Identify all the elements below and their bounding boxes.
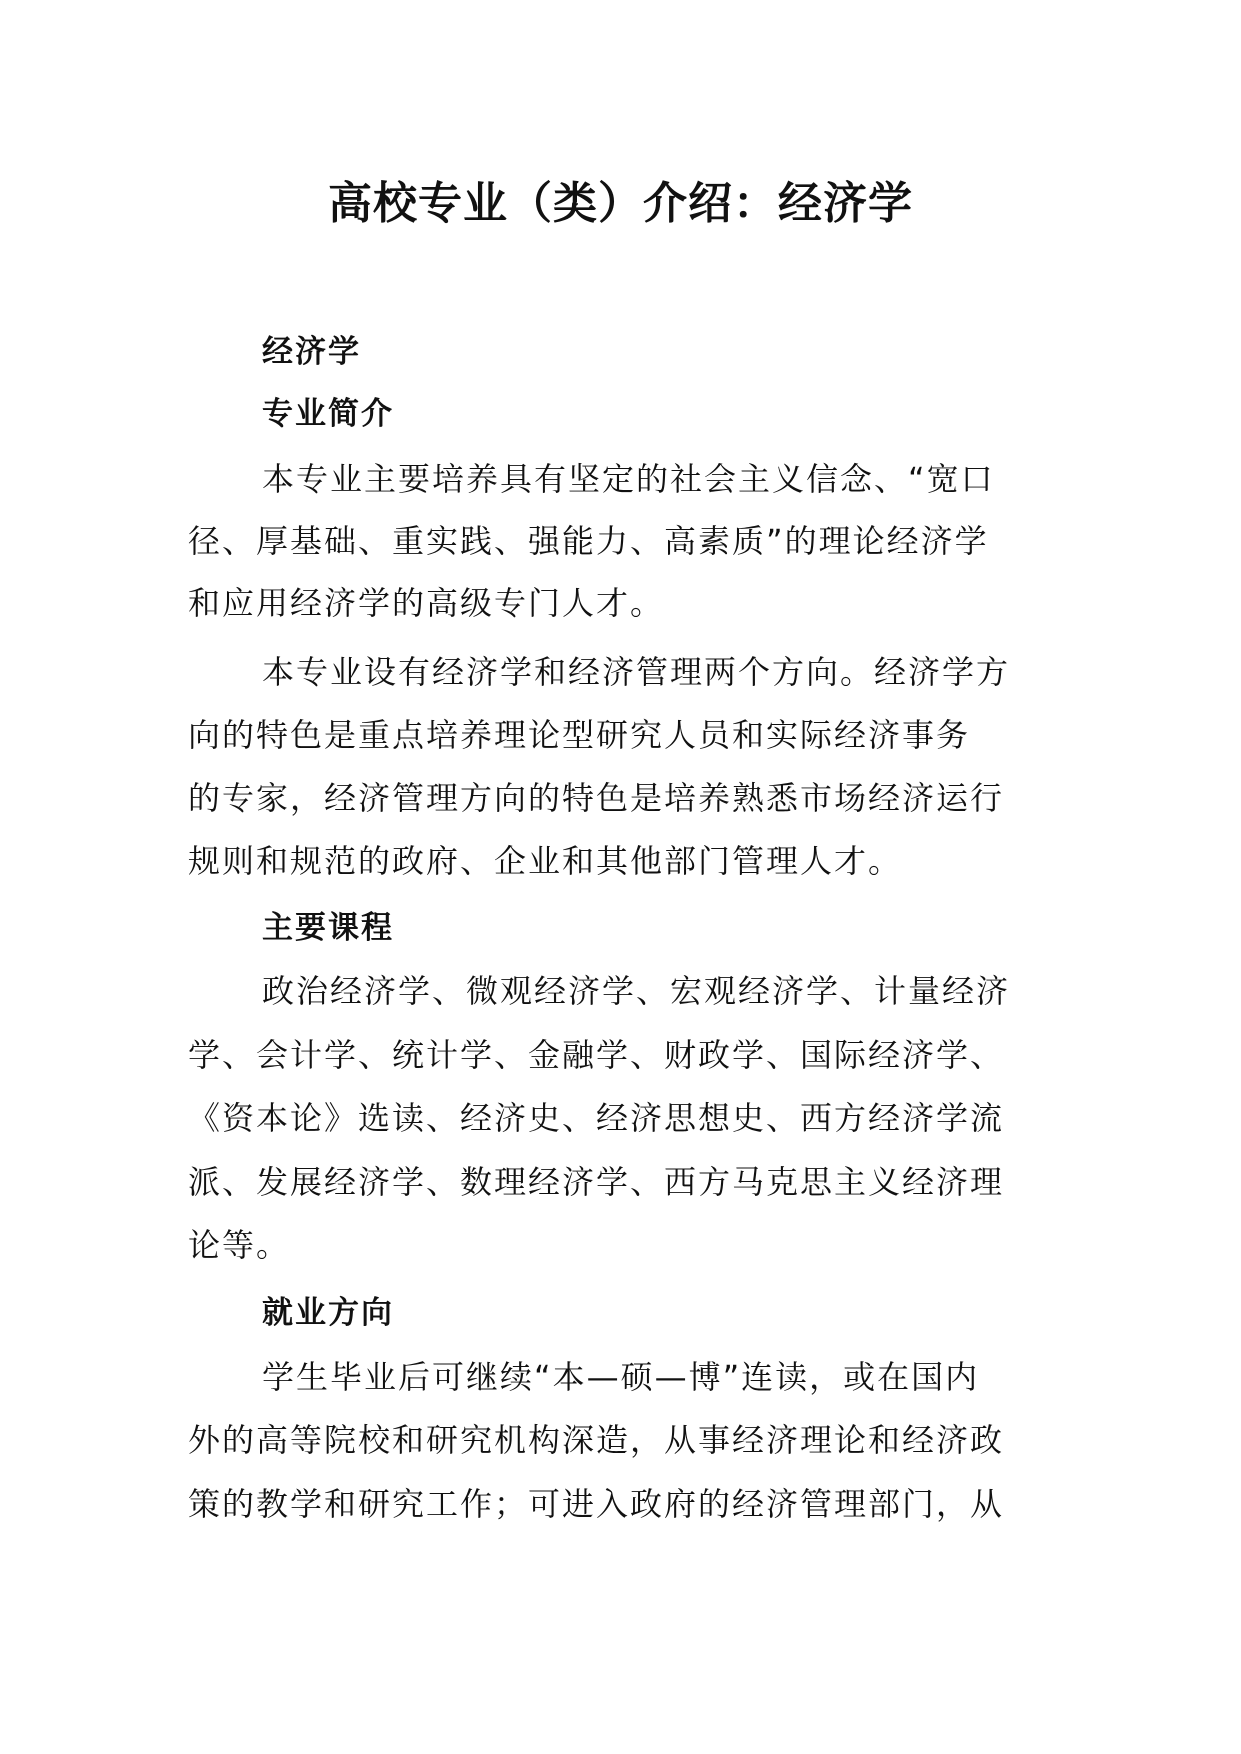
paragraph-line: 规则和规范的政府、企业和其他部门管理人才。 xyxy=(188,842,903,880)
paragraph-line: 的专家，经济管理方向的特色是培养熟悉市场经济运行 xyxy=(188,779,1005,817)
paragraph-line: 和应用经济学的高级专门人才。 xyxy=(188,584,665,622)
document-title: 高校专业（类）介绍：经济学 xyxy=(328,178,913,229)
paragraph-line: 论等。 xyxy=(188,1226,291,1264)
paragraph-line: 派、发展经济学、数理经济学、西方马克思主义经济理 xyxy=(188,1163,1005,1201)
paragraph-line: 外的高等院校和研究机构深造，从事经济理论和经济政 xyxy=(188,1421,1005,1459)
paragraph-line: 径、厚基础、重实践、强能力、高素质”的理论经济学 xyxy=(188,522,989,560)
paragraph-line: 《资本论》选读、经济史、经济思想史、西方经济学流 xyxy=(188,1099,1005,1137)
paragraph-line: 策的教学和研究工作；可进入政府的经济管理部门，从 xyxy=(188,1485,1005,1523)
paragraph-line: 学生毕业后可继续“本—硕—博”连读，或在国内 xyxy=(262,1358,980,1396)
paragraph-line: 本专业设有经济学和经济管理两个方向。经济学方 xyxy=(262,653,1011,691)
paragraph-line: 本专业主要培养具有坚定的社会主义信念、“宽口 xyxy=(262,460,995,498)
section-heading-economics: 经济学 xyxy=(262,334,361,370)
paragraph-line: 学、会计学、统计学、金融学、财政学、国际经济学、 xyxy=(188,1036,1005,1074)
section-heading-career: 就业方向 xyxy=(262,1295,394,1331)
section-heading-courses: 主要课程 xyxy=(262,910,394,946)
paragraph-line: 向的特色是重点培养理论型研究人员和实际经济事务 xyxy=(188,716,971,754)
section-heading-intro: 专业简介 xyxy=(262,396,394,432)
paragraph-line: 政治经济学、微观经济学、宏观经济学、计量经济 xyxy=(262,972,1011,1010)
